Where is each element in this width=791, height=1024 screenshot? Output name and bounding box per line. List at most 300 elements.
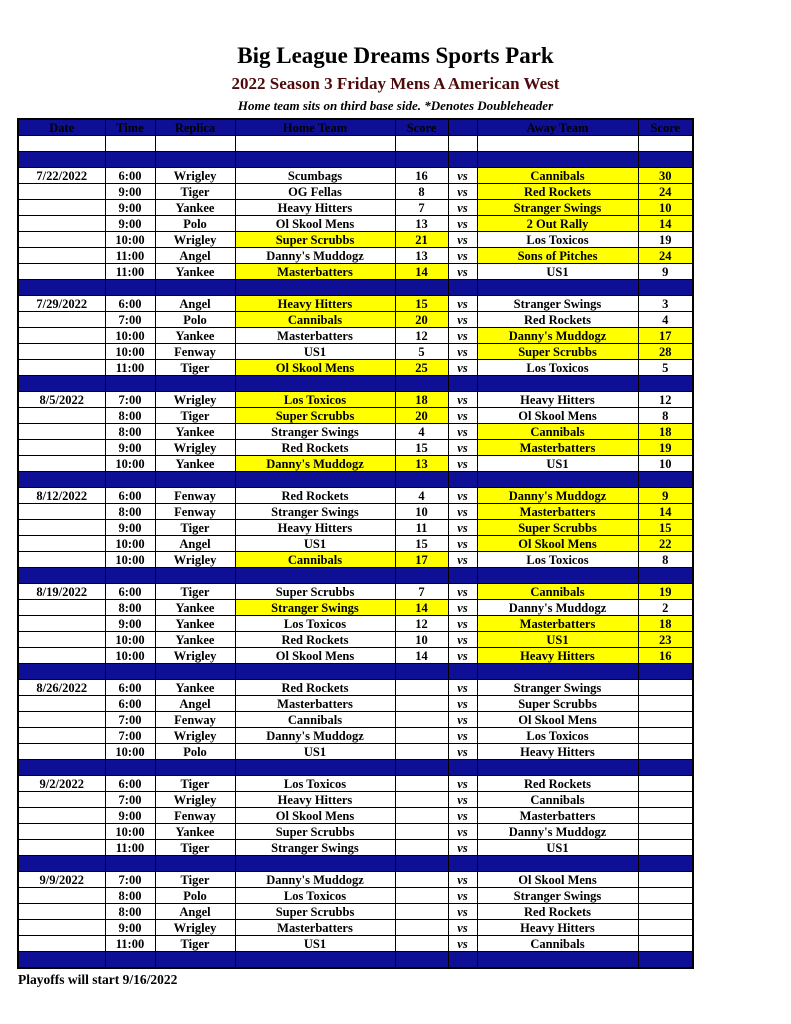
- away-team-cell: Los Toxicos: [477, 232, 638, 248]
- separator-row-cell: [155, 152, 235, 168]
- home-team-cell: US1: [235, 344, 395, 360]
- time-cell: 8:00: [105, 504, 155, 520]
- away-score-cell: 14: [638, 216, 693, 232]
- date-cell: [18, 616, 105, 632]
- away-team-cell: Danny's Muddogz: [477, 328, 638, 344]
- replica-cell: Wrigley: [155, 648, 235, 664]
- date-cell: 9/9/2022: [18, 872, 105, 888]
- away-score-cell: 30: [638, 168, 693, 184]
- time-cell: 11:00: [105, 840, 155, 856]
- time-cell: 10:00: [105, 744, 155, 760]
- replica-cell: Fenway: [155, 344, 235, 360]
- away-score-cell: [638, 712, 693, 728]
- date-cell: 8/26/2022: [18, 680, 105, 696]
- home-team-cell: Los Toxicos: [235, 888, 395, 904]
- separator-row-cell: [105, 280, 155, 296]
- game-row: [18, 184, 693, 200]
- time-cell: 8:00: [105, 424, 155, 440]
- separator-row-cell: [448, 568, 477, 584]
- away-team-cell: Red Rockets: [477, 312, 638, 328]
- replica-cell: Wrigley: [155, 728, 235, 744]
- time-cell: 6:00: [105, 584, 155, 600]
- away-score-cell: [638, 936, 693, 952]
- game-row: [18, 408, 693, 424]
- replica-cell: Polo: [155, 888, 235, 904]
- home-score-cell: 18: [395, 392, 448, 408]
- home-team-cell: Ol Skool Mens: [235, 216, 395, 232]
- game-row: [18, 872, 693, 888]
- separator-row-cell: [235, 568, 395, 584]
- away-team-cell: Danny's Muddogz: [477, 488, 638, 504]
- separator-row-cell: [477, 376, 638, 392]
- time-cell: 7:00: [105, 312, 155, 328]
- game-row: [18, 168, 693, 184]
- home-score-cell: 16: [395, 168, 448, 184]
- away-score-cell: 18: [638, 424, 693, 440]
- home-score-cell: [395, 696, 448, 712]
- home-team-cell: Super Scrubbs: [235, 904, 395, 920]
- game-row: [18, 728, 693, 744]
- away-score-cell: 3: [638, 296, 693, 312]
- replica-cell: Tiger: [155, 584, 235, 600]
- home-score-cell: 17: [395, 552, 448, 568]
- away-score-cell: 4: [638, 312, 693, 328]
- separator-row-cell: [155, 568, 235, 584]
- separator-row-cell: [638, 152, 693, 168]
- page-subtitle: 2022 Season 3 Friday Mens A American West: [231, 74, 560, 93]
- separator-row-cell: [638, 664, 693, 680]
- separator-row-cell: [477, 280, 638, 296]
- away-score-cell: 2: [638, 600, 693, 616]
- table-header: [18, 119, 693, 136]
- game-row: [18, 712, 693, 728]
- replica-cell: Fenway: [155, 504, 235, 520]
- away-team-cell: Cannibals: [477, 424, 638, 440]
- away-score-cell: [638, 696, 693, 712]
- replica-cell: Tiger: [155, 184, 235, 200]
- separator-row-cell: [105, 760, 155, 776]
- home-team-cell: Scumbags: [235, 168, 395, 184]
- separator-row-cell: [235, 856, 395, 872]
- separator-row-cell: [235, 472, 395, 488]
- date-cell: [18, 504, 105, 520]
- vs-label: vs: [448, 712, 477, 728]
- replica-cell: Yankee: [155, 600, 235, 616]
- separator-row: [18, 952, 693, 969]
- separator-row-cell: [448, 760, 477, 776]
- separator-row-cell: [448, 856, 477, 872]
- separator-row-cell: [105, 376, 155, 392]
- away-score-cell: 8: [638, 552, 693, 568]
- replica-cell: Polo: [155, 744, 235, 760]
- separator-row-cell: [448, 376, 477, 392]
- game-row: [18, 232, 693, 248]
- time-cell: 10:00: [105, 232, 155, 248]
- time-cell: 10:00: [105, 344, 155, 360]
- spacer-row-cell: [18, 136, 105, 152]
- away-team-cell: Cannibals: [477, 936, 638, 952]
- date-cell: [18, 248, 105, 264]
- home-score-cell: 4: [395, 424, 448, 440]
- away-score-cell: 24: [638, 184, 693, 200]
- replica-cell: Polo: [155, 216, 235, 232]
- replica-cell: Yankee: [155, 328, 235, 344]
- game-row: [18, 600, 693, 616]
- spacer-row-cell: [105, 136, 155, 152]
- away-score-cell: 10: [638, 456, 693, 472]
- home-score-cell: 21: [395, 232, 448, 248]
- game-row: [18, 216, 693, 232]
- separator-row-cell: [448, 952, 477, 969]
- away-team-cell: Red Rockets: [477, 184, 638, 200]
- home-team-cell: US1: [235, 744, 395, 760]
- away-score-cell: 22: [638, 536, 693, 552]
- home-score-cell: 11: [395, 520, 448, 536]
- home-score-cell: [395, 824, 448, 840]
- away-team-cell: Cannibals: [477, 792, 638, 808]
- home-score-cell: [395, 776, 448, 792]
- separator-row-cell: [105, 472, 155, 488]
- replica-cell: Tiger: [155, 872, 235, 888]
- away-team-cell: Stranger Swings: [477, 296, 638, 312]
- replica-cell: Angel: [155, 296, 235, 312]
- away-team-cell: Ol Skool Mens: [477, 408, 638, 424]
- game-row: [18, 792, 693, 808]
- separator-row-cell: [235, 152, 395, 168]
- separator-row-cell: [235, 376, 395, 392]
- separator-row-cell: [395, 152, 448, 168]
- separator-row-cell: [395, 568, 448, 584]
- separator-row-cell: [477, 952, 638, 969]
- vs-label: vs: [448, 744, 477, 760]
- time-cell: 11:00: [105, 936, 155, 952]
- away-score-cell: 15: [638, 520, 693, 536]
- vs-label: vs: [448, 456, 477, 472]
- replica-cell: Wrigley: [155, 920, 235, 936]
- column-header-time: Time: [105, 119, 155, 136]
- separator-row-cell: [18, 376, 105, 392]
- home-team-cell: Danny's Muddogz: [235, 456, 395, 472]
- away-team-cell: Red Rockets: [477, 776, 638, 792]
- away-score-cell: [638, 920, 693, 936]
- date-cell: [18, 936, 105, 952]
- vs-label: vs: [448, 888, 477, 904]
- replica-cell: Wrigley: [155, 392, 235, 408]
- home-score-cell: 12: [395, 616, 448, 632]
- home-score-cell: 25: [395, 360, 448, 376]
- replica-cell: Angel: [155, 248, 235, 264]
- vs-label: vs: [448, 344, 477, 360]
- vs-label: vs: [448, 776, 477, 792]
- date-cell: [18, 920, 105, 936]
- replica-cell: Angel: [155, 696, 235, 712]
- home-team-cell: Danny's Muddogz: [235, 872, 395, 888]
- home-team-cell: Masterbatters: [235, 920, 395, 936]
- spacer-row-cell: [395, 136, 448, 152]
- vs-label: vs: [448, 616, 477, 632]
- home-score-cell: 15: [395, 296, 448, 312]
- home-score-cell: 13: [395, 456, 448, 472]
- replica-cell: Fenway: [155, 712, 235, 728]
- vs-label: vs: [448, 264, 477, 280]
- home-score-cell: 14: [395, 264, 448, 280]
- vs-label: vs: [448, 248, 477, 264]
- away-team-cell: US1: [477, 632, 638, 648]
- vs-label: vs: [448, 216, 477, 232]
- date-cell: [18, 360, 105, 376]
- vs-label: vs: [448, 440, 477, 456]
- date-cell: [18, 312, 105, 328]
- time-cell: 9:00: [105, 200, 155, 216]
- home-team-cell: Super Scrubbs: [235, 824, 395, 840]
- away-team-cell: Los Toxicos: [477, 728, 638, 744]
- vs-label: vs: [448, 312, 477, 328]
- date-cell: [18, 552, 105, 568]
- home-team-cell: US1: [235, 936, 395, 952]
- date-cell: [18, 232, 105, 248]
- home-score-cell: 10: [395, 504, 448, 520]
- home-team-cell: Super Scrubbs: [235, 584, 395, 600]
- vs-label: vs: [448, 424, 477, 440]
- time-cell: 9:00: [105, 808, 155, 824]
- home-team-cell: Los Toxicos: [235, 392, 395, 408]
- away-score-cell: 18: [638, 616, 693, 632]
- separator-row-cell: [638, 472, 693, 488]
- away-score-cell: 5: [638, 360, 693, 376]
- home-score-cell: [395, 680, 448, 696]
- separator-row-cell: [395, 472, 448, 488]
- vs-label: vs: [448, 632, 477, 648]
- separator-row-cell: [477, 152, 638, 168]
- separator-row-cell: [155, 376, 235, 392]
- home-team-cell: OG Fellas: [235, 184, 395, 200]
- home-score-cell: [395, 872, 448, 888]
- home-team-cell: Danny's Muddogz: [235, 728, 395, 744]
- time-cell: 10:00: [105, 536, 155, 552]
- separator-row-cell: [105, 152, 155, 168]
- date-cell: 8/19/2022: [18, 584, 105, 600]
- column-header-score: Score: [638, 119, 693, 136]
- separator-row-cell: [155, 472, 235, 488]
- date-cell: [18, 264, 105, 280]
- away-team-cell: Stranger Swings: [477, 680, 638, 696]
- separator-row-cell: [477, 760, 638, 776]
- time-cell: 8:00: [105, 408, 155, 424]
- home-team-cell: Cannibals: [235, 312, 395, 328]
- time-cell: 6:00: [105, 696, 155, 712]
- game-row: [18, 456, 693, 472]
- away-team-cell: Masterbatters: [477, 440, 638, 456]
- home-score-cell: 20: [395, 312, 448, 328]
- vs-label: vs: [448, 792, 477, 808]
- separator-row-cell: [18, 568, 105, 584]
- separator-row-cell: [477, 856, 638, 872]
- replica-cell: Yankee: [155, 632, 235, 648]
- away-score-cell: [638, 680, 693, 696]
- date-cell: [18, 744, 105, 760]
- time-cell: 9:00: [105, 440, 155, 456]
- replica-cell: Tiger: [155, 520, 235, 536]
- separator-row: [18, 856, 693, 872]
- home-team-cell: Super Scrubbs: [235, 232, 395, 248]
- home-score-cell: 13: [395, 248, 448, 264]
- vs-label: vs: [448, 936, 477, 952]
- home-score-cell: [395, 904, 448, 920]
- vs-label: vs: [448, 408, 477, 424]
- replica-cell: Wrigley: [155, 168, 235, 184]
- spacer-row-cell: [235, 136, 395, 152]
- game-row: [18, 344, 693, 360]
- replica-cell: Fenway: [155, 808, 235, 824]
- replica-cell: Fenway: [155, 488, 235, 504]
- vs-label: vs: [448, 296, 477, 312]
- vs-label: vs: [448, 840, 477, 856]
- separator-row: [18, 152, 693, 168]
- separator-row-cell: [448, 472, 477, 488]
- away-score-cell: [638, 888, 693, 904]
- home-team-cell: Los Toxicos: [235, 616, 395, 632]
- away-score-cell: 23: [638, 632, 693, 648]
- column-header-home-team: Home Team: [235, 119, 395, 136]
- vs-label: vs: [448, 552, 477, 568]
- separator-row-cell: [105, 952, 155, 969]
- home-score-cell: 8: [395, 184, 448, 200]
- time-cell: 8:00: [105, 600, 155, 616]
- time-cell: 10:00: [105, 328, 155, 344]
- separator-row-cell: [18, 664, 105, 680]
- separator-row-cell: [18, 856, 105, 872]
- separator-row-cell: [395, 760, 448, 776]
- vs-label: vs: [448, 872, 477, 888]
- replica-cell: Yankee: [155, 200, 235, 216]
- home-team-cell: Ol Skool Mens: [235, 808, 395, 824]
- game-row: [18, 840, 693, 856]
- away-team-cell: US1: [477, 840, 638, 856]
- game-row: [18, 536, 693, 552]
- away-team-cell: Stranger Swings: [477, 888, 638, 904]
- date-cell: 7/29/2022: [18, 296, 105, 312]
- date-cell: [18, 808, 105, 824]
- away-team-cell: Stranger Swings: [477, 200, 638, 216]
- header-row: [18, 119, 693, 136]
- spacer-row-cell: [477, 136, 638, 152]
- game-row: [18, 248, 693, 264]
- home-score-cell: [395, 920, 448, 936]
- date-cell: [18, 904, 105, 920]
- date-cell: [18, 840, 105, 856]
- vs-label: vs: [448, 392, 477, 408]
- home-team-cell: Red Rockets: [235, 488, 395, 504]
- game-row: [18, 808, 693, 824]
- replica-cell: Yankee: [155, 616, 235, 632]
- replica-cell: Yankee: [155, 824, 235, 840]
- away-team-cell: Cannibals: [477, 168, 638, 184]
- home-score-cell: 15: [395, 440, 448, 456]
- separator-row-cell: [155, 664, 235, 680]
- home-team-cell: Stranger Swings: [235, 600, 395, 616]
- away-team-cell: Heavy Hitters: [477, 648, 638, 664]
- separator-row-cell: [155, 280, 235, 296]
- game-row: [18, 824, 693, 840]
- game-row: [18, 696, 693, 712]
- away-score-cell: 19: [638, 584, 693, 600]
- home-team-note: Home team sits on third base side. *Denotes Doubleheader: [237, 98, 554, 113]
- date-cell: [18, 408, 105, 424]
- time-cell: 7:00: [105, 712, 155, 728]
- separator-row-cell: [235, 664, 395, 680]
- time-cell: 9:00: [105, 616, 155, 632]
- replica-cell: Angel: [155, 536, 235, 552]
- home-score-cell: 7: [395, 584, 448, 600]
- home-team-cell: Ol Skool Mens: [235, 648, 395, 664]
- away-team-cell: Super Scrubbs: [477, 520, 638, 536]
- home-team-cell: Stranger Swings: [235, 424, 395, 440]
- replica-cell: Yankee: [155, 424, 235, 440]
- home-score-cell: [395, 792, 448, 808]
- vs-label: vs: [448, 680, 477, 696]
- separator-row-cell: [638, 952, 693, 969]
- time-cell: 11:00: [105, 360, 155, 376]
- separator-row: [18, 472, 693, 488]
- away-team-cell: Heavy Hitters: [477, 744, 638, 760]
- vs-label: vs: [448, 824, 477, 840]
- home-team-cell: Heavy Hitters: [235, 520, 395, 536]
- home-score-cell: 14: [395, 648, 448, 664]
- vs-label: vs: [448, 648, 477, 664]
- date-cell: [18, 712, 105, 728]
- replica-cell: Wrigley: [155, 552, 235, 568]
- away-team-cell: Masterbatters: [477, 504, 638, 520]
- away-team-cell: Sons of Pitches: [477, 248, 638, 264]
- away-team-cell: Masterbatters: [477, 808, 638, 824]
- home-score-cell: [395, 840, 448, 856]
- home-team-cell: Cannibals: [235, 552, 395, 568]
- time-cell: 10:00: [105, 632, 155, 648]
- date-cell: [18, 440, 105, 456]
- column-header-score: Score: [395, 119, 448, 136]
- home-team-cell: Masterbatters: [235, 696, 395, 712]
- vs-label: vs: [448, 520, 477, 536]
- away-score-cell: 10: [638, 200, 693, 216]
- home-score-cell: 13: [395, 216, 448, 232]
- separator-row: [18, 664, 693, 680]
- spacer-row-cell: [155, 136, 235, 152]
- away-score-cell: [638, 808, 693, 824]
- time-cell: 10:00: [105, 456, 155, 472]
- away-score-cell: [638, 744, 693, 760]
- home-score-cell: 14: [395, 600, 448, 616]
- replica-cell: Tiger: [155, 936, 235, 952]
- spacer-row-cell: [638, 136, 693, 152]
- away-team-cell: Red Rockets: [477, 904, 638, 920]
- game-row: [18, 648, 693, 664]
- time-cell: 6:00: [105, 168, 155, 184]
- home-team-cell: Red Rockets: [235, 440, 395, 456]
- replica-cell: Yankee: [155, 456, 235, 472]
- vs-label: vs: [448, 504, 477, 520]
- replica-cell: Tiger: [155, 776, 235, 792]
- replica-cell: Yankee: [155, 680, 235, 696]
- separator-row-cell: [477, 568, 638, 584]
- away-team-cell: Danny's Muddogz: [477, 600, 638, 616]
- replica-cell: Polo: [155, 312, 235, 328]
- vs-label: vs: [448, 600, 477, 616]
- time-cell: 10:00: [105, 824, 155, 840]
- away-team-cell: Ol Skool Mens: [477, 872, 638, 888]
- vs-label: vs: [448, 168, 477, 184]
- separator-row-cell: [395, 376, 448, 392]
- away-score-cell: [638, 792, 693, 808]
